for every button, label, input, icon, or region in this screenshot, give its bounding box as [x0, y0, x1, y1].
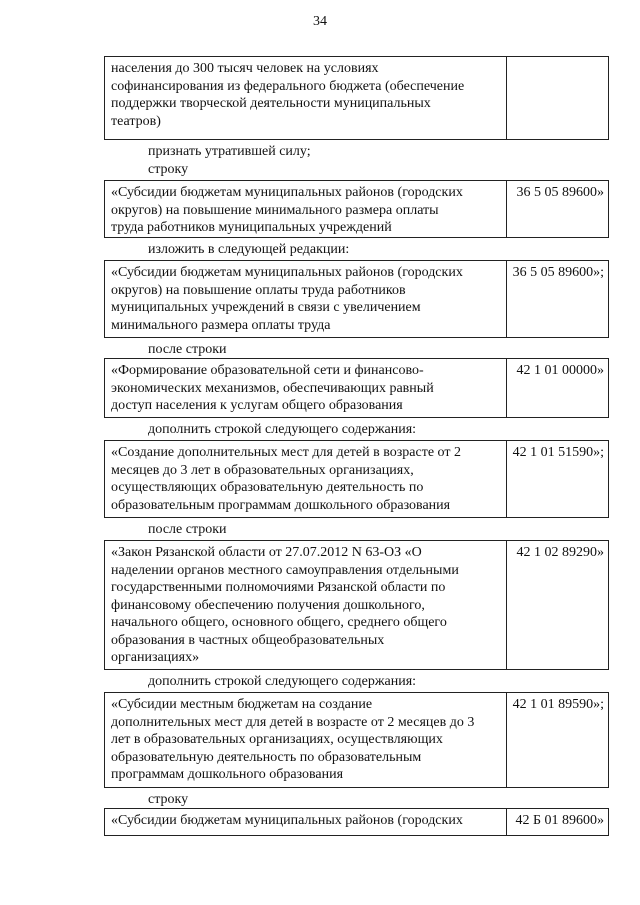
instruction-text: после строки	[148, 522, 227, 537]
table-row	[104, 692, 609, 788]
row-code: 42 Б 01 89600»	[515, 813, 604, 828]
row-code: 42 1 01 51590»;	[512, 445, 604, 460]
row-text: «Субсидии местным бюджетам на создание дополнительных мест для детей в возрасте от 2 месяцев до 3 лет в образовательных организациях, осуществляющих образовательную деятельность по образовательным программам дошкольного образования	[105, 693, 507, 787]
row-code: 36 5 05 89600»	[516, 185, 604, 200]
row-text: «Субсидии бюджетам муниципальных районов (городских округов) на повышение оплаты труда работников муниципальных учреждений в связи с увеличением минимального размера оплаты труда	[105, 261, 507, 337]
table-row	[104, 358, 609, 418]
row-code: 42 1 01 00000»	[516, 363, 604, 378]
row-text: «Субсидии бюджетам муниципальных районов (городских округов) на повышение минимального размера оплаты труда работников муниципальных учреждений	[105, 181, 507, 237]
table-row	[104, 180, 609, 238]
instruction-text: строку	[148, 792, 189, 807]
instruction-text: строку	[148, 162, 189, 177]
instruction-text: изложить в следующей редакции:	[148, 242, 350, 257]
table-row	[104, 540, 609, 670]
row-text: населения до 300 тысяч человек на условиях софинансирования из федерального бюджета (обеспечение поддержки творческой деятельности муниципальных театров)	[105, 57, 507, 139]
table-row	[104, 808, 609, 836]
page-number: 34	[313, 14, 327, 29]
table-row	[104, 440, 609, 518]
instruction-text: после строки	[148, 342, 227, 357]
row-code	[507, 57, 608, 139]
instruction-text: признать утратившей силу;	[148, 144, 311, 159]
row-text: «Формирование образовательной сети и финансово- экономических механизмов, обеспечивающих равный доступ населения к услугам общего образования	[105, 359, 507, 417]
row-code: 36 5 05 89600»;	[512, 265, 604, 280]
row-text: «Создание дополнительных мест для детей в возрасте от 2 месяцев до 3 лет в образовательных организациях, осуществляющих образовательную деятельность по образовательным программам дошкольного образования	[105, 441, 507, 517]
row-text: «Закон Рязанской области от 27.07.2012 N 63-ОЗ «О наделении органов местного самоуправления отдельными государственными полномочиями Рязанской области по финансовому обеспечению получения дошкольного, начального общего, основного общего, среднего общего образования в частных общеобразовательных организациях»	[105, 541, 507, 669]
table-row	[104, 56, 609, 140]
table-row	[104, 260, 609, 338]
row-code: 42 1 02 89290»	[516, 545, 604, 560]
instruction-text: дополнить строкой следующего содержания:	[148, 422, 417, 437]
row-text: «Субсидии бюджетам муниципальных районов (городских	[105, 809, 507, 835]
instruction-text: дополнить строкой следующего содержания:	[148, 674, 417, 689]
row-code: 42 1 01 89590»;	[512, 697, 604, 712]
